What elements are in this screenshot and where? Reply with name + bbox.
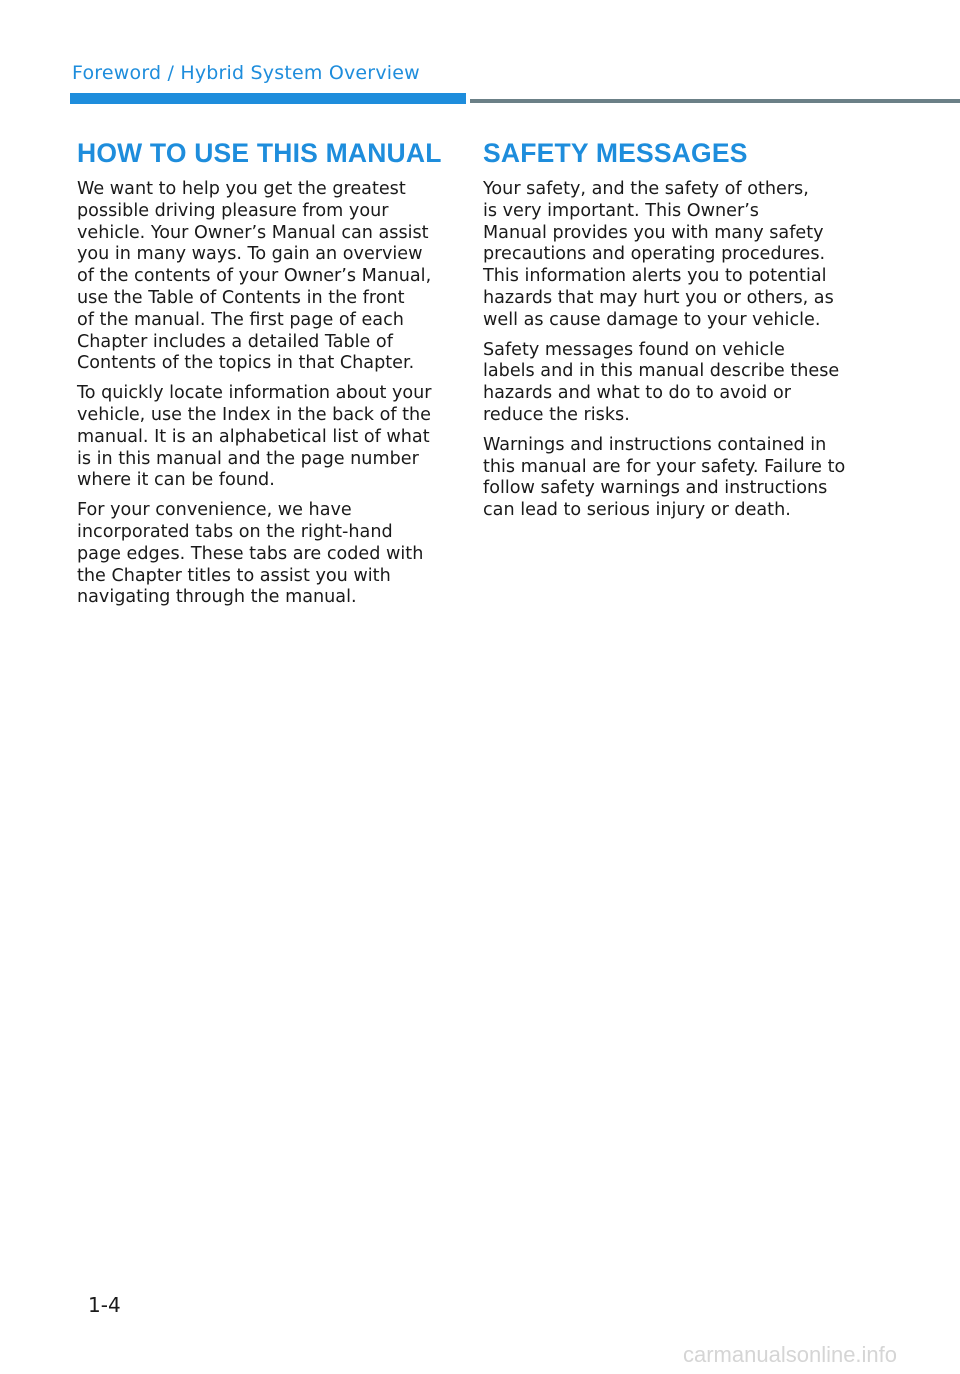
text-line: vehicle, use the Index in the back of the [77, 404, 431, 425]
text-line: hazards that may hurt you or others, as [483, 287, 834, 308]
text-line: of the manual. The first page of each [77, 309, 404, 330]
text-line: hazards and what to do to avoid or [483, 383, 791, 404]
section-heading-safety-messages: SAFETY MESSAGES [483, 138, 748, 168]
text-line: use the Table of Contents in the front [77, 287, 405, 308]
text-line: can lead to serious injury or death. [483, 500, 791, 521]
text-line: vehicle. Your Owner’s Manual can assist [77, 222, 429, 243]
page-number: 1-4 [88, 1293, 121, 1317]
text-line: Manual provides you with many safety [483, 222, 824, 243]
how-to-use-section [77, 136, 449, 617]
text-line: is very important. This Owner’s [483, 200, 759, 221]
watermark: carmanualsonline.info [683, 1342, 898, 1367]
text-line: follow safety warnings and instructions [483, 478, 828, 499]
paragraph [483, 179, 863, 332]
paragraph [77, 383, 449, 492]
text-line: is in this manual and the page number [77, 448, 419, 469]
text-line: the Chapter titles to assist you with [77, 565, 391, 586]
text-line: Contents of the topics in that Chapter. [77, 353, 415, 374]
text-line: To quickly locate information about your [77, 383, 432, 404]
header-rule-gray [470, 99, 960, 103]
section-heading-how-to-use: HOW TO USE THIS MANUAL [77, 138, 442, 168]
text-line: reduce the risks. [483, 404, 630, 425]
paragraph [77, 179, 449, 375]
text-line: page edges. These tabs are coded with [77, 543, 424, 564]
safety-messages-section [483, 136, 863, 530]
text-line: you in many ways. To gain an overview [77, 244, 423, 265]
paragraph [483, 340, 863, 427]
header-rule-accent [70, 93, 466, 104]
breadcrumb: Foreword / Hybrid System Overview [72, 62, 420, 84]
text-line: of the contents of your Owner’s Manual, [77, 266, 432, 287]
text-line: possible driving pleasure from your [77, 200, 389, 221]
text-line: navigating through the manual. [77, 587, 357, 608]
text-line: Your safety, and the safety of others, [483, 179, 809, 199]
text-line: manual. It is an alphabetical list of what [77, 426, 430, 447]
text-line: well as cause damage to your vehicle. [483, 309, 821, 330]
text-line: where it can be found. [77, 470, 275, 491]
paragraph [483, 435, 863, 522]
text-line: Warnings and instructions contained in [483, 434, 827, 455]
paragraph [77, 500, 449, 609]
text-line: this manual are for your safety. Failure to [483, 456, 846, 477]
text-line: incorporated tabs on the right-hand [77, 521, 393, 542]
text-line: We want to help you get the greatest [77, 179, 406, 199]
text-line: precautions and operating procedures. [483, 244, 826, 265]
text-line: labels and in this manual describe these [483, 361, 840, 382]
text-line: Chapter includes a detailed Table of [77, 331, 393, 352]
text-line: Safety messages found on vehicle [483, 339, 785, 360]
text-line: For your convenience, we have [77, 500, 352, 521]
text-line: This information alerts you to potential [483, 266, 827, 287]
